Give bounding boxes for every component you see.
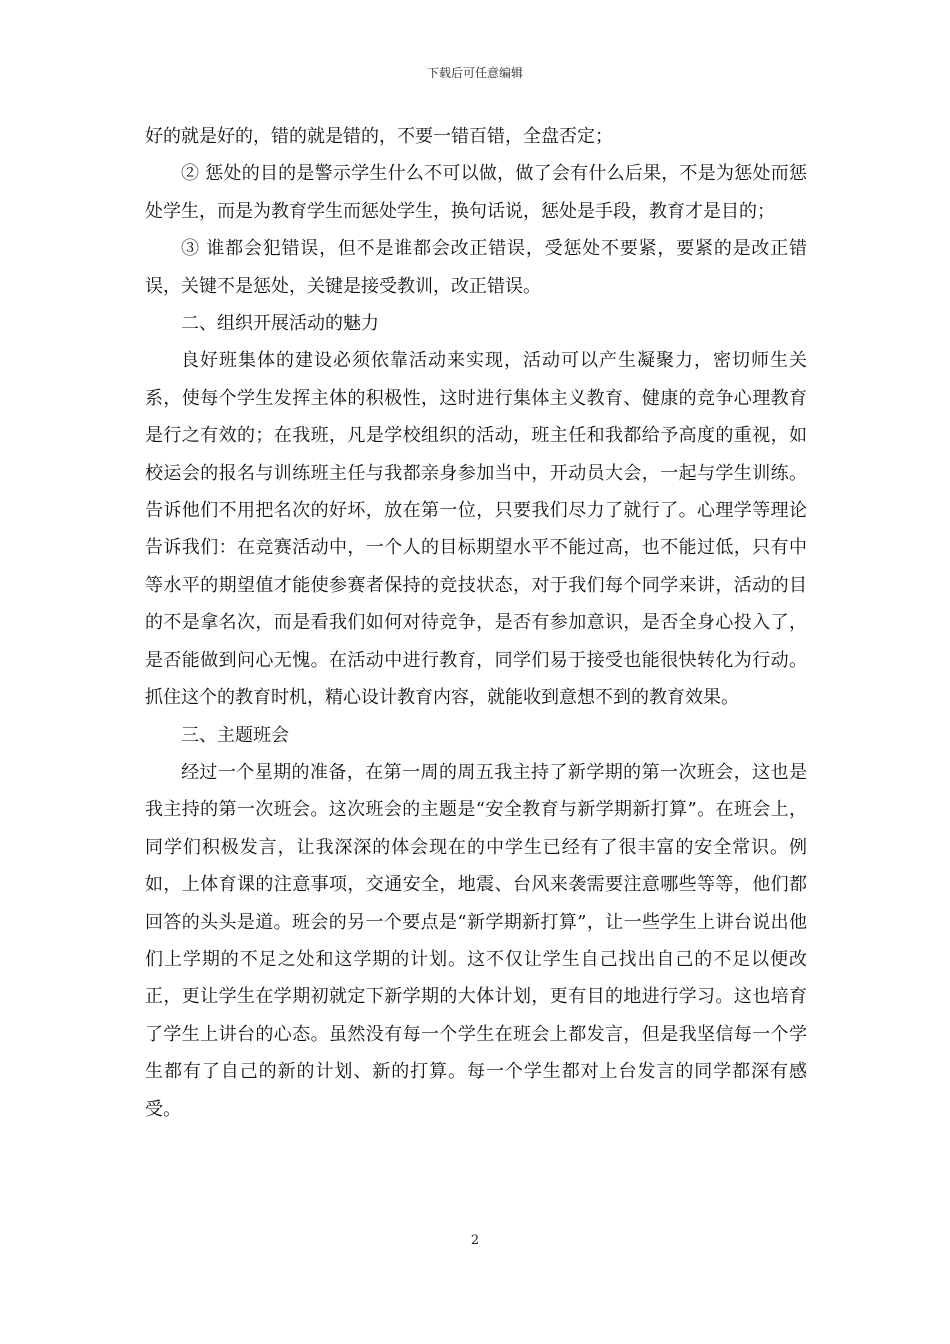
section-heading-activities: 二、组织开展活动的魅力	[181, 313, 379, 335]
paragraph-class-meeting: 经过一个星期的准备，在第一周的周五我主持了新学期的第一次班会，这也是我主持的第一次班会。这次班会的主题是“安全教育与新学期新打算”。在班会上，同学们积极发言，让我深深的体会现在的中学生已经有了很丰富的安全常识。例如，上体育课的注意事项，交通安全，地震、台风来袭需要注意哪些等等，他们都回答的头头是道。班会的另一个要点是“新学期新打算”，让一些学生上讲台说出他们上学期的不足之处和这学期的计划。这不仅让学生自己找出自己的不足以便改正，更让学生在学期初就定下新学期的大体计划，更有目的地进行学习。这也培育了学生上讲台的心态。虽然没有每一个学生在班会上都发言，但是我坚信每一个学生都有了自己的新的计划、新的打算。每一个学生都对上台发言的同学都深有感受。	[145, 761, 807, 1120]
document-body	[145, 118, 807, 1128]
page-header: 下载后可任意编辑	[426, 66, 523, 80]
paragraph-activities: 良好班集体的建设必须依靠活动来实现，活动可以产生凝聚力，密切师生关系，使每个学生发挥主体的积极性，这时进行集体主义教育、健康的竞争心理教育是行之有效的；在我班，凡是学校组织的活动，班主任和我都给予高度的重视，如校运会的报名与训练班主任与我都亲身参加当中，开动员大会，一起与学生训练。告诉他们不用把名次的好坏，放在第一位，只要我们尽力了就行了。心理学等理论告诉我们：在竞赛活动中，一个人的目标期望水平不能过高，也不能过低，只有中等水平的期望值才能使参赛者保持的竞技状态，对于我们每个同学来讲，活动的目的不是拿名次，而是看我们如何对待竞争，是否有参加意识，是否全身心投入了，是否能做到问心无愧。在活动中进行教育，同学们易于接受也能很快转化为行动。抓住这个的教育时机，精心设计教育内容，就能收到意想不到的教育效果。	[145, 350, 807, 709]
paragraph-point-3: ③ 谁都会犯错误，但不是谁都会改正错误，受惩处不要紧，要紧的是改正错误，关键不是惩处，关键是接受教训，改正错误。	[145, 238, 807, 297]
paragraph-continuation: 好的就是好的，错的就是错的，不要一错百错，全盘否定；	[145, 126, 613, 147]
paragraph-point-2: ② 惩处的目的是警示学生什么不可以做，做了会有什么后果，不是为惩处而惩处学生，而是为教育学生而惩处学生，换句话说，惩处是手段，教育才是目的；	[145, 163, 807, 222]
page-number: 2	[470, 1233, 480, 1248]
section-heading-class-meeting: 三、主题班会	[181, 724, 289, 746]
